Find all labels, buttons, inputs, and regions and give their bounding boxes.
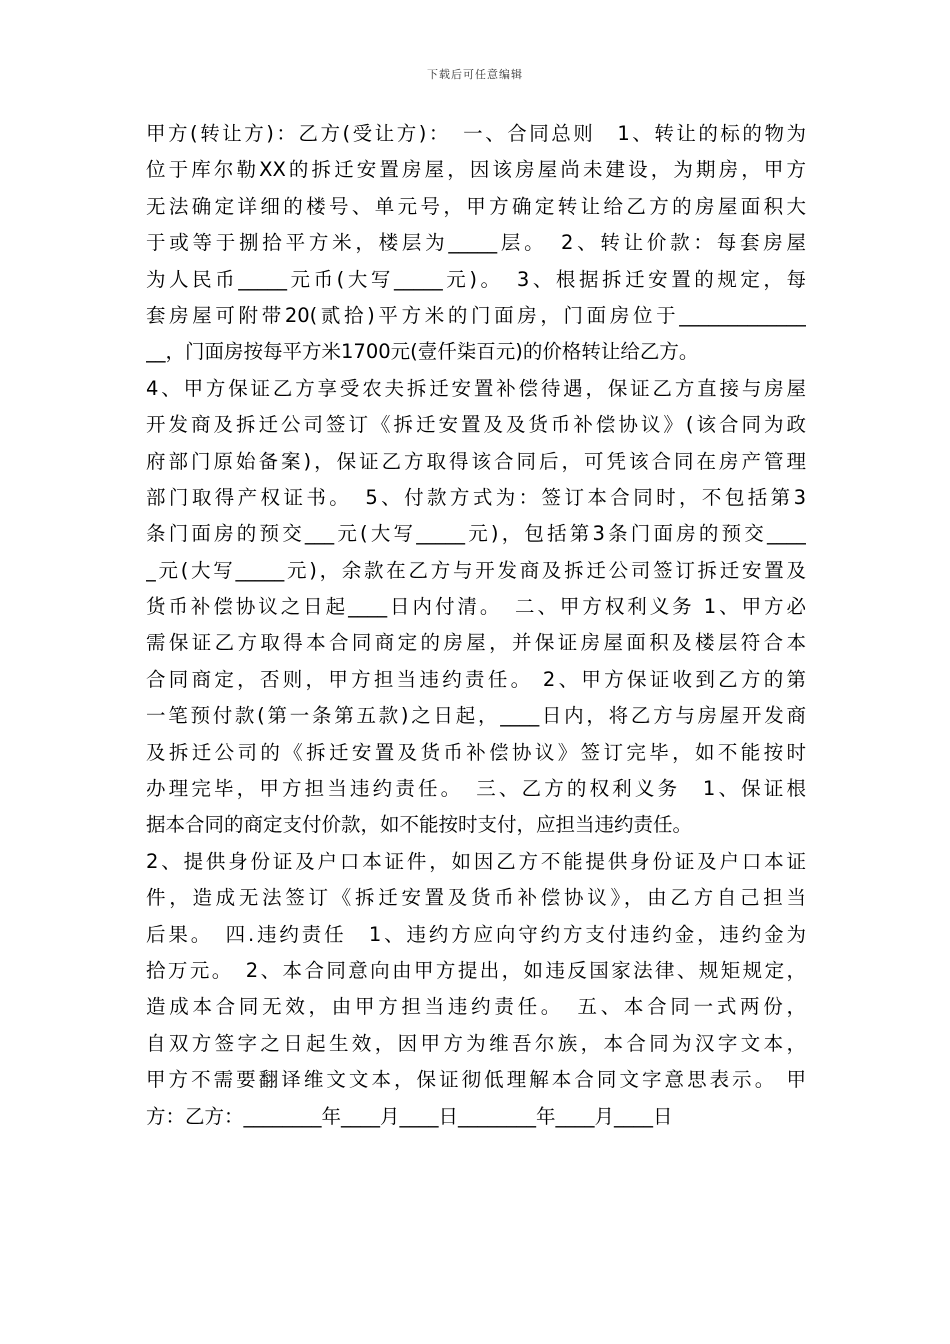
- contract-text-line: 甲方不需要翻译维文文本，保证彻低理解本合同文字意思表示。 甲: [146, 1068, 806, 1092]
- contract-text-line: 及拆迁公司的《拆迁安置及货币补偿协议》签订完毕，如不能按时: [146, 740, 806, 764]
- contract-text-line: 货币补偿协议之日起____日内付清。 二、甲方权利义务 1、甲方必: [146, 595, 806, 619]
- contract-text-line: 合同商定，否则，甲方担当违约责任。 2、甲方保证收到乙方的第: [146, 667, 806, 691]
- contract-text-line: 办理完毕，甲方担当违约责任。 三、乙方的权利义务 1、保证根: [146, 777, 806, 801]
- contract-text-line: 套房屋可附带20(贰拾)平方米的门面房，门面房位于_____________: [146, 303, 806, 327]
- contract-text-line: 方：乙方：________年____月____日________年____月____日: [146, 1104, 673, 1128]
- page-header: 下载后可任意编辑: [427, 68, 523, 81]
- contract-text-line: 需保证乙方取得本合同商定的房屋，并保证房屋面积及楼层符合本: [146, 631, 806, 655]
- contract-text-line: 部门取得产权证书。 5、付款方式为：签订本合同时，不包括第3: [146, 485, 806, 509]
- contract-text-line: 为人民币_____元币(大写_____元)。 3、根据拆迁安置的规定，每: [146, 267, 806, 291]
- contract-text-line: 府部门原始备案)，保证乙方取得该合同后，可凭该合同在房产管理: [146, 449, 806, 473]
- contract-text-line: 无法确定详细的楼号、单元号，甲方确定转让给乙方的房屋面积大: [146, 194, 806, 218]
- contract-body: [146, 116, 806, 1135]
- contract-text-line: 件，造成无法签订《拆迁安置及货币补偿协议》，由乙方自己担当: [146, 886, 806, 910]
- contract-text-line: 拾万元。 2、本合同意向由甲方提出，如违反国家法律、规矩规定，: [146, 958, 806, 982]
- contract-text-line: 条门面房的预交___元(大写_____元)，包括第3条门面房的预交____: [146, 522, 806, 546]
- contract-text-line: 自双方签字之日起生效，因甲方为维吾尔族，本合同为汉字文本，: [146, 1031, 806, 1055]
- contract-text-line: _元(大写_____元)，余款在乙方与开发商及拆迁公司签订拆迁安置及: [146, 558, 806, 582]
- contract-text-line: 4、甲方保证乙方享受农夫拆迁安置补偿待遇，保证乙方直接与房屋: [146, 376, 806, 400]
- contract-text-line: 据本合同的商定支付价款，如不能按时支付，应担当违约责任。: [146, 813, 693, 837]
- contract-text-line: 开发商及拆迁公司签订《拆迁安置及及货币补偿协议》(该合同为政: [146, 413, 806, 437]
- contract-text-line: 一笔预付款(第一条第五款)之日起，____日内，将乙方与房屋开发商: [146, 704, 806, 728]
- contract-text-line: 造成本合同无效，由甲方担当违约责任。 五、本合同一式两份，: [146, 995, 806, 1019]
- contract-text-line: 于或等于捌拾平方米，楼层为_____层。 2、转让价款：每套房屋: [146, 231, 806, 255]
- contract-text-line: 2、提供身份证及户口本证件，如因乙方不能提供身份证及户口本证: [146, 849, 806, 873]
- contract-text-line: __，门面房按每平方米1700元(壹仟柒百元)的价格转让给乙方。: [146, 340, 699, 364]
- contract-text-line: 位于库尔勒XX的拆迁安置房屋，因该房屋尚未建设，为期房，甲方: [146, 158, 806, 182]
- contract-text-line: 后果。 四.违约责任 1、违约方应向守约方支付违约金，违约金为: [146, 922, 806, 946]
- contract-text-line: 甲方(转让方)：乙方(受让方)： 一、合同总则 1、转让的标的物为: [146, 122, 806, 145]
